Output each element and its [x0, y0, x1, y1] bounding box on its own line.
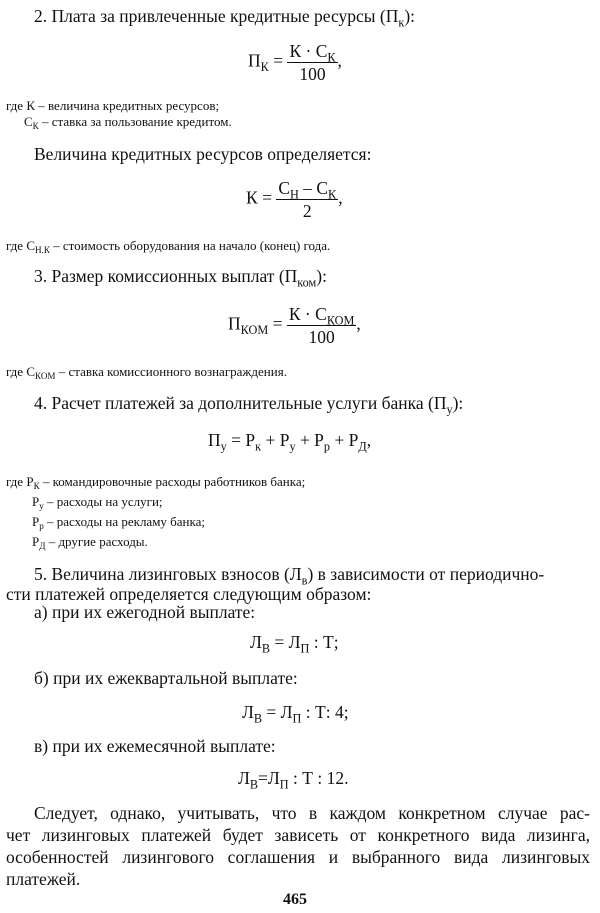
formula-quarterly: $Л_В = Л_П$ : Т: 4; — [242, 702, 349, 726]
where-item-travel: где $Р_К$ – командировочные расходы работников банка; — [6, 474, 306, 492]
closing-line: особенностей лизингового соглашения и выбранного вида лизинговых — [6, 847, 590, 867]
where-item-services: $Р_у$ – расходы на услуги; — [32, 494, 163, 512]
closing-line: Следует, однако, учитывать, что в каждом конкретном случае рас- — [34, 803, 590, 823]
where-item-other: $Р_Д$ – другие расходы. — [32, 534, 148, 552]
formula-annual: $Л_В = Л_П$ : Т; — [250, 632, 339, 656]
closing-paragraph — [6, 802, 590, 890]
section-3-heading: 3. Размер комиссионных выплат $(П_{ком})$: — [34, 266, 327, 290]
option-c-label: в) при их ежемесячной выплате: — [34, 736, 276, 756]
credit-intro: Величина кредитных ресурсов определяется: — [34, 144, 372, 164]
formula-credit-resources: К = $\frac{С_Н - С_К}{2}$ , — [246, 178, 343, 221]
formula-monthly: $Л_В=Л_П$ : Т : 12. — [238, 768, 349, 792]
section-2-heading: 2. Плата за привлеченные кредитные ресурсы $(П_к)$: — [34, 6, 416, 30]
formula-commission: $П_{КОМ}$ = $\frac{К \cdot С_{КОМ}}{100}$ , — [228, 304, 361, 347]
where-commission-rate: где $С_{КОМ}$ – ставка комиссионного вознаграждения. — [6, 364, 287, 382]
where-equipment-cost: где $С_{Н.К}$ – стоимость оборудования на начало (конец) года. — [6, 238, 331, 256]
formula-credit-payment: $П_К$ = $\frac{К \cdot С_К}{100}$ , — [248, 41, 342, 84]
where-credit-rate: $С_К$ – ставка за пользование кредитом. — [24, 114, 232, 132]
option-a-label: а) при их ежегодной выплате: — [34, 602, 256, 622]
section-5-line1: 5. Величина лизинговых взносов $(Л_в)$ в зависимости от периодично- — [34, 564, 545, 588]
where-item-advertising: $Р_р$ – расходы на рекламу банка; — [32, 514, 206, 532]
closing-line: чет лизинговых платежей будет зависеть от конкретного вида лизинга, — [6, 825, 590, 845]
closing-line: платежей. — [6, 869, 81, 889]
section-5-line2: сти платежей определяется следующим образом: — [6, 584, 372, 604]
where-credit-resources: где К – величина кредитных ресурсов; — [6, 98, 220, 113]
option-b-label: б) при их ежеквартальной выплате: — [34, 668, 298, 688]
section-4-heading: 4. Расчет платежей за дополнительные услуги банка $(П_у)$: — [34, 393, 464, 417]
formula-additional-services: $П_у = Р_к + Р_у + Р_р + Р_Д$, — [208, 430, 372, 454]
page-number: 465 — [283, 891, 307, 908]
